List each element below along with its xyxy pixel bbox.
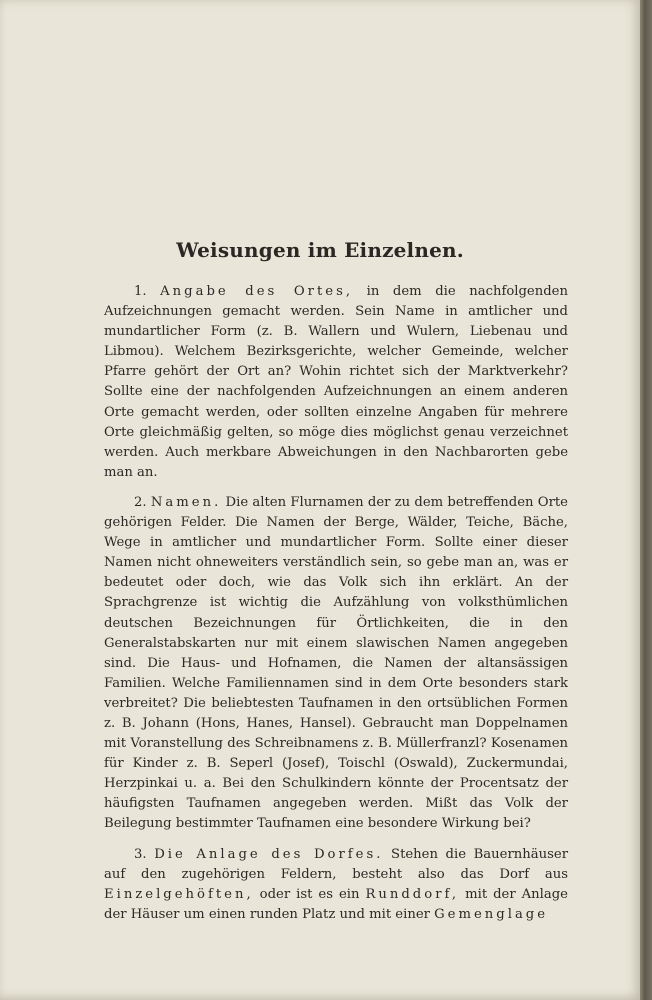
section-1-number: 1.: [134, 284, 147, 299]
section-1-paragraph: [104, 282, 568, 483]
section-3-text-a: Stehen die Bauernhäuser auf den zugehörigen Feldern, besteht also das Dorf aus: [104, 846, 568, 882]
section-3-term-c: Gemenglage: [434, 906, 549, 922]
document-body: [104, 282, 568, 925]
section-2-number: 2.: [134, 494, 147, 510]
section-1-text: in dem die nachfolgenden Aufzeichnungen gemacht werden. Sein Name in amtlicher und mundartlicher Form (z. B. Wallern und Wulern, Liebenau und Libmou). Welchem Bezirksgerichte, welcher Gemeinde, welcher Pfarre gehört der Ort an? Wohin richtet sich der Marktverkehr? Sollte eine der nachfolgenden Aufzeichnungen an einem anderen Orte gemacht werden, oder sollten einzelne Angaben für mehrere Orte gleichmäßig gelten, so möge dies möglichst genau verzeichnet werden. Auch merkbare Abweichungen in den Nachbarorten gebe man an.: [104, 284, 568, 480]
page-heading: Weisungen im Einzelnen.: [176, 238, 464, 262]
section-3-term-a: Einzelgehöften,: [104, 886, 254, 902]
book-spine: [640, 0, 652, 1000]
section-3-text-b: oder ist es ein: [259, 886, 360, 902]
section-2-paragraph: [104, 493, 568, 835]
section-3-paragraph: [104, 845, 568, 925]
section-3-title: Die Anlage des Dorfes.: [154, 846, 384, 862]
section-2-title: Namen.: [150, 494, 222, 510]
section-1-title: Angabe des Ortes,: [160, 284, 354, 299]
section-3-text-c: mit der Anlage der Häuser um einen runden Platz und mit einer: [104, 886, 568, 922]
section-3-number: 3.: [134, 846, 147, 862]
section-2-text: Die alten Flurnamen der zu dem betreffenden Orte gehörigen Felder. Die Namen der Berge, Wälder, Teiche, Bäche, Wege in amtlicher und mundartlicher Form. Sollte einer dieser Namen nicht ohneweiters verständlich sein, so gebe man an, was er bedeutet oder doch, wie das Volk sich ihn erklärt. An der Sprachgrenze ist wichtig die Aufzählung von volksthümlichen deutschen Bezeichnungen für Örtlichkeiten, die in den Generalstabskarten nur mit einem slawischen Namen angegeben sind. Die Haus- und Hofnamen, die Namen der altansässigen Familien. Welche Familiennamen sind in dem Orte besonders stark verbreitet? Die beliebtesten Taufnamen in den ortsüblichen Formen z. B. Johann (Hons, Hanes, Hansel). Gebraucht man Doppelnamen mit Voranstellung des Schreibnamens z. B. Müllerfranzl? Kosenamen für Kinder z. B. Seperl (Josef), Toischl (Oswald), Zuckermundai, Herzpinkai u. a. Bei den Schulkindern könnte der Procentsatz der häufigsten Taufnamen angegeben werden. Mißt das Volk der Beilegung bestimmter Taufnamen eine besondere Wirkung bei?: [104, 494, 568, 832]
section-3-term-b: Runddorf,: [365, 886, 460, 902]
